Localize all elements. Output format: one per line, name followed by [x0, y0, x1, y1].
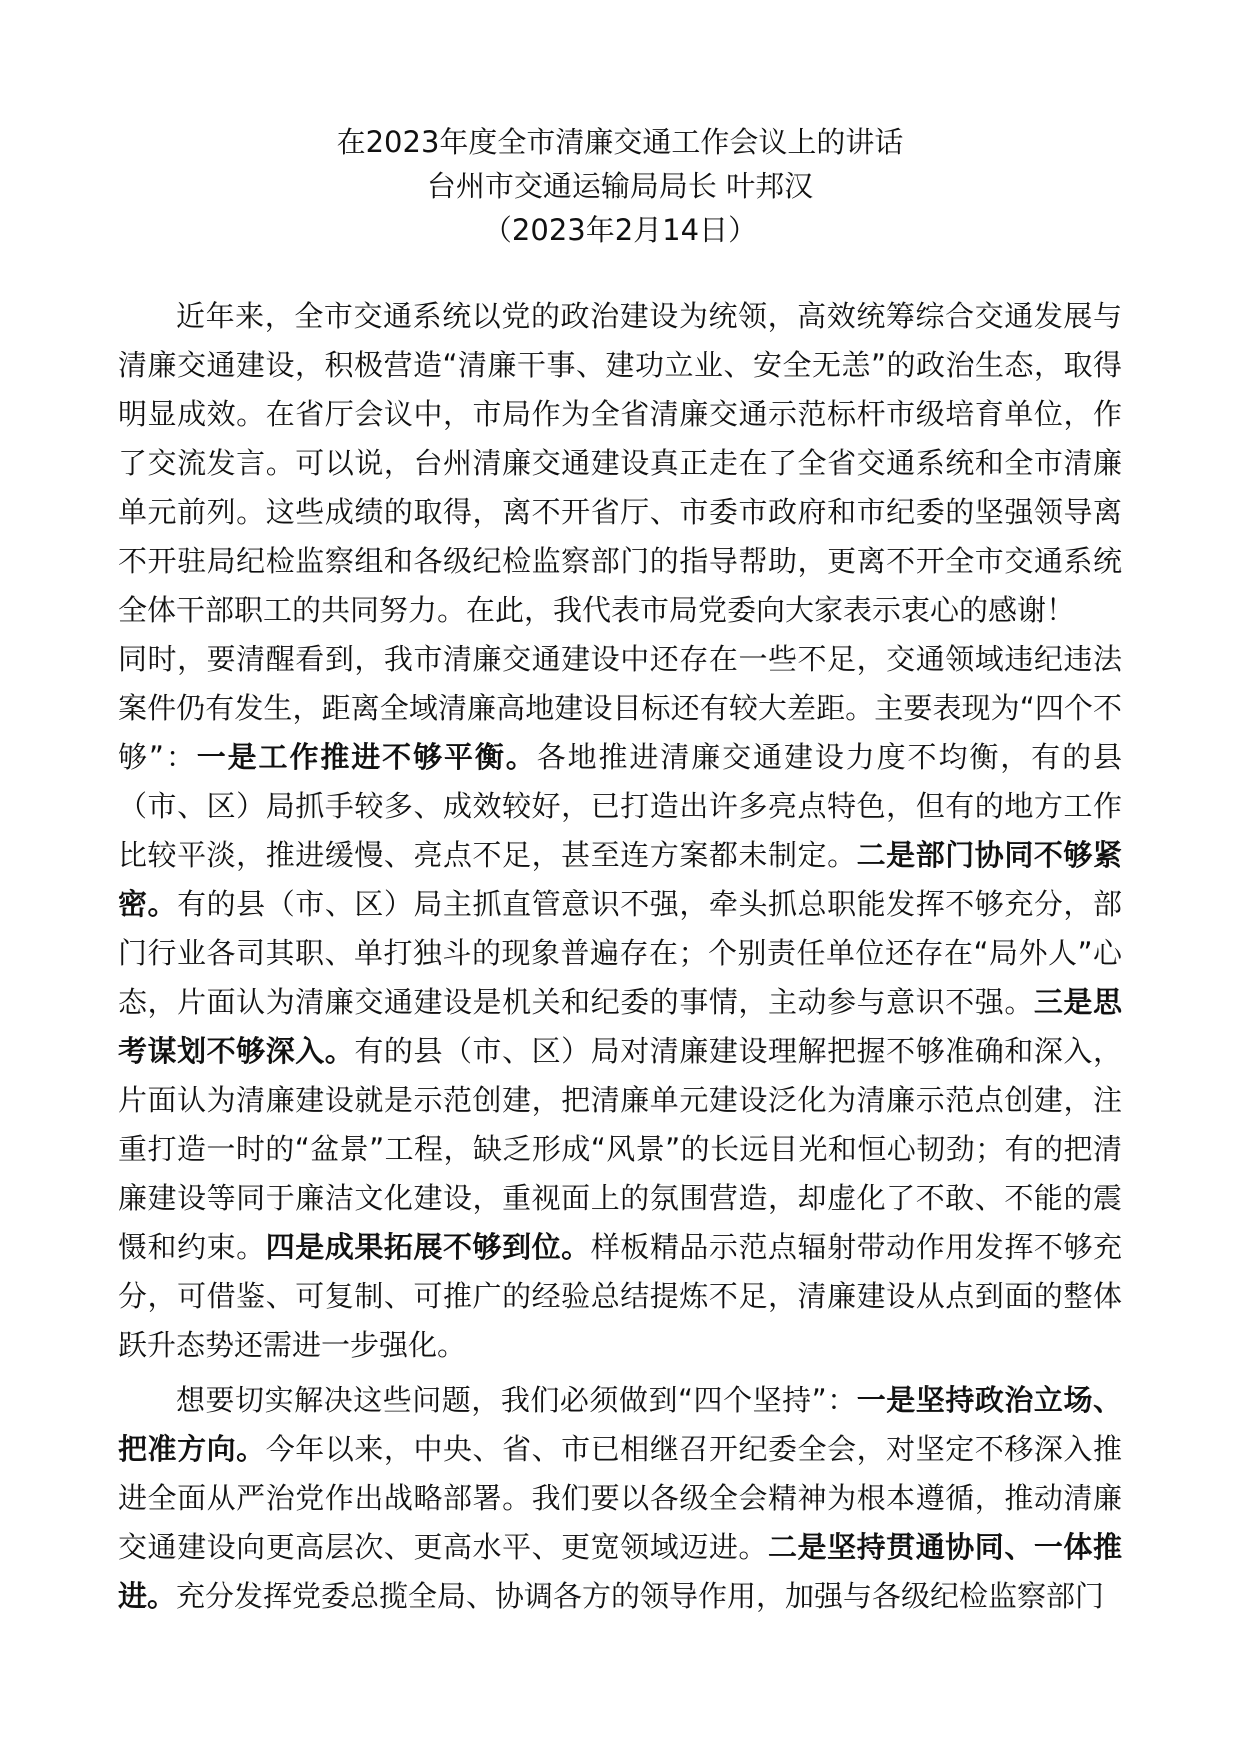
document-title: 在2023年度全市清廉交通工作会议上的讲话	[336, 125, 904, 159]
paragraph-text: 同时，要清醒看到，我市清廉交通建设中还存在一些不足，交通领域违纪违法案件仍有发生，距离全域清廉高地建设目标还有较大差距。主要表现为“四个不够”：	[118, 642, 1122, 774]
paragraph-text: 样板精品示范点辐射带动作用发挥不够充分，可借鉴、可复制、可推广的经验总结提炼不足，清廉建设从点到面的整体跃升态势还需进一步强化。	[118, 1230, 1122, 1362]
paragraph-text: 有的县（市、区）局对清廉建设理解把握不够准确和深入，片面认为清廉建设就是示范创建，把清廉单元建设泛化为清廉示范点创建，注重打造一时的“盆景”工程，缺乏形成“风景”的长远目光和恒心韧劲；有的把清廉建设等同于廉洁文化建设，重视面上的氛围营造，却虚化了不敢、不能的震慑和约束。	[118, 1034, 1122, 1264]
bold-heading: 四是成果拓展不够到位。	[265, 1230, 591, 1264]
bold-heading: 二是坚持贯通协同、一体推进。	[118, 1530, 1122, 1613]
bold-heading: 一是坚持政治立场、把准方向。	[118, 1383, 1122, 1466]
paragraph-text: 今年以来，中央、省、市已相继召开纪委全会，对坚定不移深入推进全面从严治党作出战略部署。我们要以各级全会精神为根本遵循，推动清廉交通建设向更高层次、更高水平、更宽领域迈进。	[118, 1432, 1122, 1564]
paragraph-text: 各地推进清廉交通建设力度不均衡，有的县（市、区）局抓手较多、成效较好，已打造出许多亮点特色，但有的地方工作比较平淡，推进缓慢、亮点不足，甚至连方案都未制定。	[118, 740, 1122, 872]
speaker-line: 台州市交通运输局局长 叶邦汉	[426, 169, 814, 203]
document-header	[118, 120, 1122, 252]
date-line: （2023年2月14日）	[482, 213, 758, 247]
bold-heading: 二是部门协同不够紧密。	[118, 838, 1122, 921]
bold-heading: 三是思考谋划不够深入。	[118, 985, 1122, 1068]
paragraph-text: 想要切实解决这些问题，我们必须做到“四个坚持”：	[176, 1383, 857, 1417]
paragraph-text: 充分发挥党委总揽全局、协调各方的领导作用，加强与各级纪检监察部门	[176, 1579, 1105, 1613]
speech-body	[118, 292, 1122, 1621]
paragraph-text: 近年来，全市交通系统以党的政治建设为统领，高效统筹综合交通发展与清廉交通建设，积极营造“清廉干事、建功立业、安全无恙”的政治生态，取得明显成效。在省厅会议中，市局作为全省清廉交通示范标杆市级培育单位，作了交流发言。可以说，台州清廉交通建设真正走在了全省交通系统和全市清廉单元前列。这些成绩的取得，离不开省厅、市委市政府和市纪委的坚强领导离不开驻局纪检监察组和各级纪检监察部门的指导帮助，更离不开全市交通系统全体干部职工的共同努力。在此，我代表市局党委向大家表示衷心的感谢！	[118, 299, 1122, 627]
paragraph-shortcomings	[118, 635, 1122, 1370]
header-spacer	[118, 252, 1122, 292]
bold-heading: 一是工作推进不够平衡。	[196, 740, 537, 774]
paragraph-intro	[118, 292, 1122, 635]
paragraph-text: 有的县（市、区）局主抓直管意识不强，牵头抓总职能发挥不够充分，部门行业各司其职、单打独斗的现象普遍存在；个别责任单位还存在“局外人”心态，片面认为清廉交通建设是机关和纪委的事情，主动参与意识不强。	[118, 887, 1122, 1019]
paragraph-four-persistences	[118, 1376, 1122, 1621]
